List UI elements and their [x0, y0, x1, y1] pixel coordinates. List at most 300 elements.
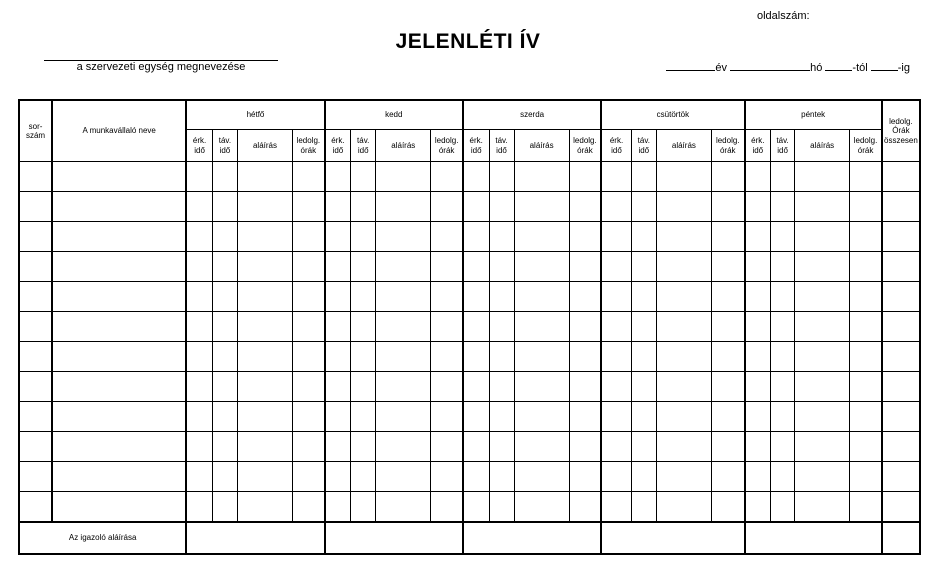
- arrival-time-cell[interactable]: [325, 162, 351, 192]
- arrival-time-cell[interactable]: [601, 492, 631, 523]
- signature-cell[interactable]: [795, 462, 850, 492]
- signature-cell[interactable]: [656, 462, 711, 492]
- serial-cell[interactable]: [19, 252, 52, 282]
- worked-hours-cell[interactable]: [569, 162, 601, 192]
- arrival-time-cell[interactable]: [745, 252, 771, 282]
- signature-cell[interactable]: [376, 402, 431, 432]
- departure-time-cell[interactable]: [489, 162, 514, 192]
- signature-header: aláírás: [237, 130, 292, 162]
- worked-hours-cell[interactable]: [569, 462, 601, 492]
- serial-cell[interactable]: [19, 372, 52, 402]
- signature-cell[interactable]: [376, 372, 431, 402]
- worked-hours-cell[interactable]: [569, 402, 601, 432]
- signature-cell[interactable]: [795, 432, 850, 462]
- employee-name-cell[interactable]: [52, 282, 186, 312]
- signature-cell[interactable]: [656, 222, 711, 252]
- signature-cell[interactable]: [237, 372, 292, 402]
- total-hours-cell[interactable]: [882, 312, 920, 342]
- arrival-time-cell[interactable]: [601, 282, 631, 312]
- departure-time-cell[interactable]: [212, 462, 237, 492]
- departure-time-cell[interactable]: [212, 312, 237, 342]
- day-header: csütörtök: [601, 100, 744, 130]
- departure-time-cell[interactable]: [771, 252, 795, 282]
- worked-hours-cell[interactable]: [711, 252, 744, 282]
- departure-time-cell[interactable]: [489, 222, 514, 252]
- worked-hours-cell[interactable]: [569, 252, 601, 282]
- departure-time-cell[interactable]: [631, 282, 656, 312]
- serial-cell[interactable]: [19, 432, 52, 462]
- total-hours-cell[interactable]: [882, 252, 920, 282]
- worked-hours-cell[interactable]: [431, 342, 463, 372]
- worked-hours-cell[interactable]: [850, 162, 882, 192]
- arrival-time-cell[interactable]: [325, 192, 351, 222]
- arrival-time-cell[interactable]: [186, 312, 212, 342]
- arrival-time-cell[interactable]: [745, 162, 771, 192]
- worked-hours-cell[interactable]: [711, 162, 744, 192]
- signature-cell[interactable]: [237, 492, 292, 523]
- table-row: [19, 492, 920, 523]
- worked-hours-cell[interactable]: [850, 372, 882, 402]
- arrival-time-cell[interactable]: [186, 282, 212, 312]
- departure-time-cell[interactable]: [351, 162, 376, 192]
- employee-name-cell[interactable]: [52, 432, 186, 462]
- signature-cell[interactable]: [237, 342, 292, 372]
- departure-time-cell[interactable]: [771, 372, 795, 402]
- arrival-time-cell[interactable]: [186, 402, 212, 432]
- worked-hours-cell[interactable]: [711, 342, 744, 372]
- departure-time-cell[interactable]: [489, 372, 514, 402]
- worked-hours-cell[interactable]: [293, 432, 325, 462]
- worked-hours-cell[interactable]: [293, 252, 325, 282]
- total-hours-cell[interactable]: [882, 492, 920, 523]
- signature-header: aláírás: [376, 130, 431, 162]
- worked-hours-cell[interactable]: [431, 192, 463, 222]
- departure-time-cell[interactable]: [631, 192, 656, 222]
- signature-cell[interactable]: [237, 312, 292, 342]
- day-header: péntek: [745, 100, 882, 130]
- worked-hours-cell[interactable]: [431, 432, 463, 462]
- departure-time-cell[interactable]: [771, 282, 795, 312]
- signature-cell[interactable]: [795, 222, 850, 252]
- worked-hours-cell[interactable]: [850, 432, 882, 462]
- arrival-time-cell[interactable]: [186, 372, 212, 402]
- departure-time-cell[interactable]: [351, 372, 376, 402]
- signature-cell[interactable]: [237, 222, 292, 252]
- signature-cell[interactable]: [376, 192, 431, 222]
- signature-cell[interactable]: [376, 252, 431, 282]
- worked-hours-cell[interactable]: [850, 252, 882, 282]
- departure-time-cell[interactable]: [631, 312, 656, 342]
- employee-name-cell[interactable]: [52, 492, 186, 523]
- signature-cell[interactable]: [514, 342, 569, 372]
- serial-cell[interactable]: [19, 282, 52, 312]
- departure-time-cell[interactable]: [771, 462, 795, 492]
- worked-hours-cell[interactable]: [711, 372, 744, 402]
- signature-cell[interactable]: [376, 162, 431, 192]
- departure-time-cell[interactable]: [771, 432, 795, 462]
- employee-name-cell[interactable]: [52, 222, 186, 252]
- worked-hours-cell[interactable]: [569, 222, 601, 252]
- arrival-time-header: érk. idő: [186, 130, 212, 162]
- table-row: [19, 312, 920, 342]
- signature-cell[interactable]: [514, 162, 569, 192]
- arrival-time-header: érk. idő: [463, 130, 489, 162]
- arrival-time-cell[interactable]: [325, 492, 351, 523]
- departure-time-cell[interactable]: [351, 222, 376, 252]
- arrival-time-cell[interactable]: [601, 462, 631, 492]
- month-blank[interactable]: [730, 70, 810, 71]
- total-hours-cell[interactable]: [882, 462, 920, 492]
- departure-time-cell[interactable]: [489, 402, 514, 432]
- employee-name-cell[interactable]: [52, 252, 186, 282]
- signature-cell[interactable]: [656, 312, 711, 342]
- worked-hours-cell[interactable]: [431, 282, 463, 312]
- departure-time-cell[interactable]: [351, 312, 376, 342]
- worked-hours-cell[interactable]: [850, 492, 882, 523]
- worked-hours-cell[interactable]: [431, 402, 463, 432]
- arrival-time-cell[interactable]: [463, 162, 489, 192]
- page-number-label: oldalszám:: [757, 10, 810, 22]
- arrival-time-cell[interactable]: [601, 432, 631, 462]
- worked-hours-cell[interactable]: [711, 402, 744, 432]
- employee-name-cell[interactable]: [52, 342, 186, 372]
- departure-time-cell[interactable]: [212, 342, 237, 372]
- signature-cell[interactable]: [376, 312, 431, 342]
- worked-hours-cell[interactable]: [711, 432, 744, 462]
- arrival-time-cell[interactable]: [601, 342, 631, 372]
- signature-cell[interactable]: [514, 282, 569, 312]
- departure-time-cell[interactable]: [631, 432, 656, 462]
- worked-hours-cell[interactable]: [711, 492, 744, 523]
- worked-hours-cell[interactable]: [293, 222, 325, 252]
- signature-cell[interactable]: [237, 192, 292, 222]
- arrival-time-cell[interactable]: [601, 372, 631, 402]
- arrival-time-cell[interactable]: [463, 192, 489, 222]
- arrival-time-cell[interactable]: [745, 312, 771, 342]
- arrival-time-cell[interactable]: [325, 252, 351, 282]
- worked-hours-cell[interactable]: [711, 282, 744, 312]
- verifier-signature-cell[interactable]: [325, 522, 463, 554]
- worked-hours-cell[interactable]: [431, 162, 463, 192]
- total-hours-cell[interactable]: [882, 192, 920, 222]
- signature-cell[interactable]: [237, 462, 292, 492]
- arrival-time-cell[interactable]: [186, 462, 212, 492]
- signature-cell[interactable]: [656, 432, 711, 462]
- arrival-time-cell[interactable]: [745, 402, 771, 432]
- worked-hours-cell[interactable]: [293, 282, 325, 312]
- departure-time-cell[interactable]: [351, 402, 376, 432]
- arrival-time-cell[interactable]: [325, 432, 351, 462]
- departure-time-cell[interactable]: [771, 342, 795, 372]
- departure-time-cell[interactable]: [631, 492, 656, 523]
- departure-time-cell[interactable]: [351, 432, 376, 462]
- worked-hours-cell[interactable]: [850, 312, 882, 342]
- employee-name-cell[interactable]: [52, 372, 186, 402]
- arrival-time-cell[interactable]: [463, 492, 489, 523]
- worked-hours-cell[interactable]: [569, 192, 601, 222]
- employee-name-cell[interactable]: [52, 402, 186, 432]
- departure-time-cell[interactable]: [489, 342, 514, 372]
- signature-cell[interactable]: [795, 282, 850, 312]
- serial-cell[interactable]: [19, 462, 52, 492]
- signature-cell[interactable]: [514, 252, 569, 282]
- arrival-time-cell[interactable]: [186, 492, 212, 523]
- employee-name-cell[interactable]: [52, 192, 186, 222]
- departure-time-cell[interactable]: [771, 192, 795, 222]
- worked-hours-cell[interactable]: [711, 192, 744, 222]
- arrival-time-cell[interactable]: [463, 222, 489, 252]
- signature-cell[interactable]: [795, 492, 850, 523]
- employee-name-cell[interactable]: [52, 462, 186, 492]
- departure-time-cell[interactable]: [631, 342, 656, 372]
- arrival-time-cell[interactable]: [186, 192, 212, 222]
- worked-hours-cell[interactable]: [569, 492, 601, 523]
- year-blank[interactable]: [666, 70, 715, 71]
- departure-time-cell[interactable]: [489, 282, 514, 312]
- worked-hours-cell[interactable]: [293, 462, 325, 492]
- arrival-time-cell[interactable]: [601, 192, 631, 222]
- worked-hours-cell[interactable]: [431, 372, 463, 402]
- departure-time-cell[interactable]: [489, 432, 514, 462]
- signature-cell[interactable]: [514, 462, 569, 492]
- signature-cell[interactable]: [795, 162, 850, 192]
- departure-time-cell[interactable]: [631, 222, 656, 252]
- worked-hours-cell[interactable]: [850, 282, 882, 312]
- worked-hours-cell[interactable]: [850, 342, 882, 372]
- departure-time-cell[interactable]: [212, 162, 237, 192]
- signature-cell[interactable]: [376, 282, 431, 312]
- departure-time-cell[interactable]: [351, 282, 376, 312]
- employee-name-cell[interactable]: [52, 312, 186, 342]
- signature-cell[interactable]: [376, 222, 431, 252]
- table-row: [19, 252, 920, 282]
- worked-hours-cell[interactable]: [293, 372, 325, 402]
- signature-cell[interactable]: [237, 432, 292, 462]
- signature-cell[interactable]: [656, 342, 711, 372]
- arrival-time-cell[interactable]: [325, 372, 351, 402]
- worked-hours-cell[interactable]: [711, 222, 744, 252]
- arrival-time-cell[interactable]: [745, 432, 771, 462]
- departure-time-cell[interactable]: [489, 492, 514, 523]
- worked-hours-cell[interactable]: [431, 222, 463, 252]
- worked-hours-cell[interactable]: [569, 342, 601, 372]
- serial-cell[interactable]: [19, 492, 52, 523]
- signature-cell[interactable]: [795, 402, 850, 432]
- departure-time-cell[interactable]: [771, 492, 795, 523]
- signature-cell[interactable]: [514, 222, 569, 252]
- total-hours-cell[interactable]: [882, 162, 920, 192]
- departure-time-cell[interactable]: [351, 192, 376, 222]
- signature-cell[interactable]: [656, 492, 711, 523]
- verifier-signature-cell[interactable]: [186, 522, 324, 554]
- departure-time-cell[interactable]: [489, 312, 514, 342]
- month-suffix: hó: [810, 62, 823, 74]
- serial-header: sor- szám: [19, 100, 52, 162]
- arrival-time-cell[interactable]: [186, 432, 212, 462]
- signature-cell[interactable]: [514, 372, 569, 402]
- arrival-time-cell[interactable]: [186, 342, 212, 372]
- total-hours-cell[interactable]: [882, 282, 920, 312]
- worked-hours-cell[interactable]: [569, 282, 601, 312]
- signature-cell[interactable]: [514, 312, 569, 342]
- arrival-time-cell[interactable]: [601, 222, 631, 252]
- arrival-time-cell[interactable]: [186, 162, 212, 192]
- signature-header: aláírás: [656, 130, 711, 162]
- arrival-time-cell[interactable]: [463, 282, 489, 312]
- worked-hours-cell[interactable]: [850, 402, 882, 432]
- departure-time-cell[interactable]: [631, 462, 656, 492]
- signature-cell[interactable]: [514, 432, 569, 462]
- departure-time-cell[interactable]: [489, 192, 514, 222]
- total-hours-cell[interactable]: [882, 402, 920, 432]
- departure-time-cell[interactable]: [212, 222, 237, 252]
- worked-hours-cell[interactable]: [431, 252, 463, 282]
- worked-hours-cell[interactable]: [431, 462, 463, 492]
- worked-hours-cell[interactable]: [431, 492, 463, 523]
- worked-hours-cell[interactable]: [293, 402, 325, 432]
- signature-cell[interactable]: [514, 492, 569, 523]
- worked-hours-cell[interactable]: [293, 492, 325, 523]
- signature-cell[interactable]: [656, 192, 711, 222]
- arrival-time-cell[interactable]: [325, 312, 351, 342]
- arrival-time-cell[interactable]: [325, 222, 351, 252]
- worked-hours-cell[interactable]: [293, 162, 325, 192]
- departure-time-cell[interactable]: [212, 402, 237, 432]
- signature-cell[interactable]: [514, 402, 569, 432]
- worked-hours-cell[interactable]: [569, 432, 601, 462]
- departure-time-cell[interactable]: [212, 372, 237, 402]
- signature-cell[interactable]: [514, 192, 569, 222]
- verifier-signature-cell[interactable]: [745, 522, 882, 554]
- departure-time-cell[interactable]: [212, 252, 237, 282]
- signature-cell[interactable]: [237, 402, 292, 432]
- signature-cell[interactable]: [656, 252, 711, 282]
- departure-time-cell[interactable]: [771, 402, 795, 432]
- signature-cell[interactable]: [656, 282, 711, 312]
- signature-cell[interactable]: [376, 432, 431, 462]
- arrival-time-cell[interactable]: [325, 282, 351, 312]
- arrival-time-cell[interactable]: [745, 462, 771, 492]
- arrival-time-cell[interactable]: [463, 402, 489, 432]
- worked-hours-cell[interactable]: [293, 192, 325, 222]
- serial-cell[interactable]: [19, 222, 52, 252]
- signature-cell[interactable]: [795, 342, 850, 372]
- worked-hours-cell[interactable]: [711, 462, 744, 492]
- departure-time-cell[interactable]: [771, 312, 795, 342]
- departure-time-cell[interactable]: [489, 252, 514, 282]
- signature-cell[interactable]: [237, 252, 292, 282]
- worked-hours-cell[interactable]: [850, 222, 882, 252]
- departure-time-cell[interactable]: [212, 282, 237, 312]
- arrival-time-cell[interactable]: [745, 192, 771, 222]
- worked-hours-cell[interactable]: [569, 372, 601, 402]
- departure-time-cell[interactable]: [351, 492, 376, 523]
- departure-time-cell[interactable]: [489, 462, 514, 492]
- signature-cell[interactable]: [237, 282, 292, 312]
- verifier-total-cell[interactable]: [882, 522, 920, 554]
- arrival-time-cell[interactable]: [463, 252, 489, 282]
- arrival-time-cell[interactable]: [325, 462, 351, 492]
- signature-cell[interactable]: [656, 402, 711, 432]
- departure-time-cell[interactable]: [212, 192, 237, 222]
- departure-time-cell[interactable]: [771, 222, 795, 252]
- signature-cell[interactable]: [795, 192, 850, 222]
- total-hours-cell[interactable]: [882, 222, 920, 252]
- arrival-time-cell[interactable]: [186, 222, 212, 252]
- arrival-time-cell[interactable]: [745, 222, 771, 252]
- verifier-signature-cell[interactable]: [463, 522, 601, 554]
- arrival-time-cell[interactable]: [463, 432, 489, 462]
- arrival-time-cell[interactable]: [463, 342, 489, 372]
- arrival-time-cell[interactable]: [601, 402, 631, 432]
- serial-cell[interactable]: [19, 192, 52, 222]
- departure-time-cell[interactable]: [212, 492, 237, 523]
- worked-hours-cell[interactable]: [569, 312, 601, 342]
- arrival-time-cell[interactable]: [325, 342, 351, 372]
- signature-cell[interactable]: [656, 372, 711, 402]
- serial-cell[interactable]: [19, 312, 52, 342]
- departure-time-cell[interactable]: [771, 162, 795, 192]
- signature-cell[interactable]: [795, 312, 850, 342]
- worked-hours-cell[interactable]: [850, 192, 882, 222]
- arrival-time-cell[interactable]: [463, 312, 489, 342]
- departure-time-cell[interactable]: [631, 372, 656, 402]
- signature-cell[interactable]: [795, 372, 850, 402]
- departure-time-cell[interactable]: [631, 252, 656, 282]
- worked-hours-cell[interactable]: [431, 312, 463, 342]
- employee-name-cell[interactable]: [52, 162, 186, 192]
- signature-cell[interactable]: [376, 342, 431, 372]
- signature-cell[interactable]: [795, 252, 850, 282]
- arrival-time-cell[interactable]: [325, 402, 351, 432]
- arrival-time-cell[interactable]: [601, 162, 631, 192]
- from-day-blank[interactable]: [825, 70, 852, 71]
- arrival-time-cell[interactable]: [745, 342, 771, 372]
- worked-hours-cell[interactable]: [850, 462, 882, 492]
- serial-cell[interactable]: [19, 342, 52, 372]
- worked-hours-cell[interactable]: [293, 342, 325, 372]
- arrival-time-cell[interactable]: [601, 252, 631, 282]
- worked-hours-header: ledolg. órák: [711, 130, 744, 162]
- departure-time-cell[interactable]: [351, 342, 376, 372]
- worked-hours-cell[interactable]: [293, 312, 325, 342]
- departure-time-cell[interactable]: [351, 252, 376, 282]
- to-day-blank[interactable]: [871, 70, 898, 71]
- serial-cell[interactable]: [19, 402, 52, 432]
- signature-cell[interactable]: [656, 162, 711, 192]
- arrival-time-cell[interactable]: [463, 462, 489, 492]
- arrival-time-cell[interactable]: [745, 372, 771, 402]
- departure-time-cell[interactable]: [631, 162, 656, 192]
- verifier-signature-cell[interactable]: [601, 522, 744, 554]
- arrival-time-cell[interactable]: [186, 252, 212, 282]
- arrival-time-cell[interactable]: [745, 492, 771, 523]
- signature-cell[interactable]: [237, 162, 292, 192]
- arrival-time-cell[interactable]: [601, 312, 631, 342]
- departure-time-cell[interactable]: [631, 402, 656, 432]
- signature-cell[interactable]: [376, 492, 431, 523]
- serial-cell[interactable]: [19, 162, 52, 192]
- signature-cell[interactable]: [376, 462, 431, 492]
- total-hours-cell[interactable]: [882, 372, 920, 402]
- arrival-time-cell[interactable]: [463, 372, 489, 402]
- departure-time-cell[interactable]: [351, 462, 376, 492]
- total-hours-cell[interactable]: [882, 432, 920, 462]
- arrival-time-cell[interactable]: [745, 282, 771, 312]
- departure-time-cell[interactable]: [212, 432, 237, 462]
- total-hours-cell[interactable]: [882, 342, 920, 372]
- worked-hours-cell[interactable]: [711, 312, 744, 342]
